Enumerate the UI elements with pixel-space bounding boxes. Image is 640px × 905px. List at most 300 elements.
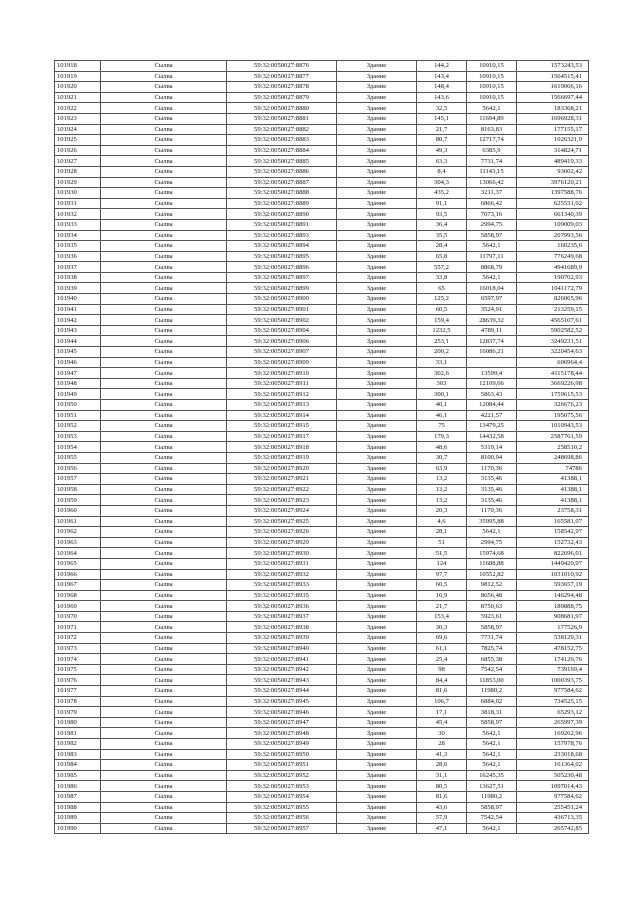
area-cell: 75	[417, 421, 467, 432]
cadastral-value-cell: 190702,93	[517, 272, 589, 283]
cadastral-value-cell: 74786	[517, 463, 589, 474]
table-row	[55, 569, 589, 580]
cadastral-number-cell: 59:32:0050027:8893	[227, 230, 337, 241]
cadastral-value-cell: 152732,43	[517, 537, 589, 548]
cadastral-number-cell: 59:32:0050027:8911	[227, 378, 337, 389]
cadastral-value-cell: 826065,96	[517, 294, 589, 305]
cadastral-value-cell: 1566697,44	[517, 92, 589, 103]
table-row	[55, 71, 589, 82]
locality-cell: Сылва	[101, 601, 227, 612]
area-cell: 98	[417, 664, 467, 675]
area-cell: 45,4	[417, 717, 467, 728]
specific-value-cell: 3818,31	[467, 707, 517, 718]
specific-value-cell: 13479,25	[467, 421, 517, 432]
table-row	[55, 484, 589, 495]
object-type-cell: Здание	[337, 675, 417, 686]
cadastral-value-cell: 93602,42	[517, 166, 589, 177]
table-row	[55, 400, 589, 411]
cadastral-number-cell: 59:32:0050027:8897	[227, 272, 337, 283]
cadastral-number-cell: 59:32:0050027:8930	[227, 548, 337, 559]
object-type-cell: Здание	[337, 516, 417, 527]
area-cell: 159,4	[417, 315, 467, 326]
locality-cell: Сылва	[101, 124, 227, 135]
object-type-cell: Здание	[337, 82, 417, 93]
cadastral-number-cell: 59:32:0050027:8883	[227, 135, 337, 146]
cadastral-number-cell: 59:32:0050027:8922	[227, 484, 337, 495]
locality-cell: Сылва	[101, 633, 227, 644]
locality-cell: Сылва	[101, 791, 227, 802]
table-row	[55, 304, 589, 315]
object-type-cell: Здание	[337, 400, 417, 411]
row-number-cell: 101924	[55, 124, 101, 135]
area-cell: 43,6	[417, 802, 467, 813]
cadastral-number-cell: 59:32:0050027:8943	[227, 675, 337, 686]
locality-cell: Сылва	[101, 219, 227, 230]
specific-value-cell: 5642,1	[467, 823, 517, 834]
area-cell: 51,5	[417, 548, 467, 559]
cadastral-value-cell: 189888,75	[517, 601, 589, 612]
row-number-cell: 101929	[55, 177, 101, 188]
locality-cell: Сылва	[101, 113, 227, 124]
object-type-cell: Здание	[337, 791, 417, 802]
specific-value-cell: 8656,48	[467, 590, 517, 601]
specific-value-cell: 13599,4	[467, 368, 517, 379]
locality-cell: Сылва	[101, 82, 227, 93]
area-cell: 125,2	[417, 294, 467, 305]
table-row	[55, 548, 589, 559]
table-row	[55, 463, 589, 474]
cadastral-number-cell: 59:32:0050027:8880	[227, 103, 337, 114]
object-type-cell: Здание	[337, 601, 417, 612]
row-number-cell: 101989	[55, 813, 101, 824]
locality-cell: Сылва	[101, 431, 227, 442]
cadastral-value-cell: 177526,9	[517, 622, 589, 633]
cadastral-value-cell: 3249231,51	[517, 336, 589, 347]
cadastral-number-cell: 59:32:0050027:8917	[227, 431, 337, 442]
cadastral-value-cell: 265997,39	[517, 717, 589, 728]
locality-cell: Сылва	[101, 569, 227, 580]
locality-cell: Сылва	[101, 389, 227, 400]
locality-cell: Сылва	[101, 103, 227, 114]
area-cell: 35,5	[417, 230, 467, 241]
specific-value-cell: 13066,42	[467, 177, 517, 188]
table-row	[55, 707, 589, 718]
specific-value-cell: 3524,91	[467, 304, 517, 315]
area-cell: 69,6	[417, 633, 467, 644]
cadastral-value-cell: 41388,1	[517, 484, 589, 495]
row-number-cell: 101974	[55, 654, 101, 665]
area-cell: 33,8	[417, 272, 467, 283]
object-type-cell: Здание	[337, 760, 417, 771]
row-number-cell: 101965	[55, 558, 101, 569]
specific-value-cell: 5858,97	[467, 622, 517, 633]
object-type-cell: Здание	[337, 622, 417, 633]
area-cell: 300,1	[417, 389, 467, 400]
area-cell: 57,9	[417, 813, 467, 824]
document-page	[54, 60, 588, 834]
row-number-cell: 101937	[55, 262, 101, 273]
area-cell: 28,6	[417, 760, 467, 771]
locality-cell: Сылва	[101, 823, 227, 834]
cadastral-number-cell: 59:32:0050027:8935	[227, 590, 337, 601]
specific-value-cell: 7542,54	[467, 813, 517, 824]
cadastral-value-cell: 606964,4	[517, 357, 589, 368]
locality-cell: Сылва	[101, 188, 227, 199]
row-number-cell: 101977	[55, 686, 101, 697]
table-row	[55, 474, 589, 485]
row-number-cell: 101990	[55, 823, 101, 834]
row-number-cell: 101953	[55, 431, 101, 442]
specific-value-cell: 8750,63	[467, 601, 517, 612]
row-number-cell: 101956	[55, 463, 101, 474]
specific-value-cell: 11688,88	[467, 558, 517, 569]
table-row	[55, 378, 589, 389]
cadastral-value-cell: 734525,15	[517, 696, 589, 707]
area-cell: 65	[417, 283, 467, 294]
table-body	[55, 61, 589, 834]
specific-value-cell: 3135,46	[467, 484, 517, 495]
cadastral-number-cell: 59:32:0050027:8920	[227, 463, 337, 474]
cadastral-value-cell: 1573243,53	[517, 61, 589, 72]
locality-cell: Сылва	[101, 421, 227, 432]
cadastral-value-cell: 505230,48	[517, 770, 589, 781]
object-type-cell: Здание	[337, 272, 417, 283]
row-number-cell: 101962	[55, 527, 101, 538]
cadastral-number-cell: 59:32:0050027:8894	[227, 241, 337, 252]
cadastral-number-cell: 59:32:0050027:8947	[227, 717, 337, 728]
cadastral-value-cell: 661340,39	[517, 209, 589, 220]
table-row	[55, 421, 589, 432]
specific-value-cell: 14432,58	[467, 431, 517, 442]
area-cell: 435,2	[417, 188, 467, 199]
table-row	[55, 696, 589, 707]
locality-cell: Сылва	[101, 664, 227, 675]
area-cell: 16,9	[417, 590, 467, 601]
object-type-cell: Здание	[337, 336, 417, 347]
table-row	[55, 686, 589, 697]
specific-value-cell: 16086,21	[467, 347, 517, 358]
row-number-cell: 101967	[55, 580, 101, 591]
row-number-cell: 101932	[55, 209, 101, 220]
cadastral-number-cell: 59:32:0050027:8925	[227, 516, 337, 527]
specific-value-cell: 3211,37	[467, 188, 517, 199]
row-number-cell: 101966	[55, 569, 101, 580]
area-cell: 28,4	[417, 241, 467, 252]
cadastral-number-cell: 59:32:0050027:8951	[227, 760, 337, 771]
table-row	[55, 823, 589, 834]
table-row	[55, 336, 589, 347]
locality-cell: Сылва	[101, 548, 227, 559]
cadastral-number-cell: 59:32:0050027:8915	[227, 421, 337, 432]
row-number-cell: 101926	[55, 145, 101, 156]
locality-cell: Сылва	[101, 198, 227, 209]
table-row	[55, 802, 589, 813]
table-row	[55, 442, 589, 453]
area-cell: 28	[417, 739, 467, 750]
cadastral-number-cell: 59:32:0050027:8886	[227, 166, 337, 177]
row-number-cell: 101942	[55, 315, 101, 326]
locality-cell: Сылва	[101, 378, 227, 389]
table-row	[55, 495, 589, 506]
table-row	[55, 664, 589, 675]
locality-cell: Сылва	[101, 516, 227, 527]
row-number-cell: 101964	[55, 548, 101, 559]
area-cell: 84,4	[417, 675, 467, 686]
row-number-cell: 101972	[55, 633, 101, 644]
row-number-cell: 101949	[55, 389, 101, 400]
specific-value-cell: 11980,2	[467, 791, 517, 802]
area-cell: 63,3	[417, 156, 467, 167]
row-number-cell: 101971	[55, 622, 101, 633]
area-cell: 48,6	[417, 442, 467, 453]
cadastral-value-cell: 1041172,79	[517, 283, 589, 294]
area-cell: 13,2	[417, 474, 467, 485]
cadastral-number-cell: 59:32:0050027:8940	[227, 643, 337, 654]
object-type-cell: Здание	[337, 495, 417, 506]
locality-cell: Сылва	[101, 241, 227, 252]
table-row	[55, 601, 589, 612]
locality-cell: Сылва	[101, 696, 227, 707]
cadastral-number-cell: 59:32:0050027:8956	[227, 813, 337, 824]
area-cell: 36,4	[417, 219, 467, 230]
object-type-cell: Здание	[337, 145, 417, 156]
cadastral-number-cell: 59:32:0050027:8923	[227, 495, 337, 506]
table-row	[55, 654, 589, 665]
area-cell: 30,3	[417, 622, 467, 633]
object-type-cell: Здание	[337, 484, 417, 495]
object-type-cell: Здание	[337, 198, 417, 209]
specific-value-cell: 8163,83	[467, 124, 517, 135]
row-number-cell: 101961	[55, 516, 101, 527]
object-type-cell: Здание	[337, 823, 417, 834]
area-cell: 148,4	[417, 82, 467, 93]
area-cell: 25,4	[417, 654, 467, 665]
specific-value-cell: 5642,1	[467, 241, 517, 252]
area-cell: 303	[417, 378, 467, 389]
cadastral-value-cell: 1397588,76	[517, 188, 589, 199]
specific-value-cell: 12717,74	[467, 135, 517, 146]
cadastral-number-cell: 59:32:0050027:8926	[227, 527, 337, 538]
cadastral-value-cell: 255451,24	[517, 802, 589, 813]
cadastral-number-cell: 59:32:0050027:8879	[227, 92, 337, 103]
object-type-cell: Здание	[337, 452, 417, 463]
cadastral-number-cell: 59:32:0050027:8889	[227, 198, 337, 209]
locality-cell: Сылва	[101, 495, 227, 506]
table-row	[55, 124, 589, 135]
area-cell: 32,5	[417, 103, 467, 114]
table-row	[55, 505, 589, 516]
cadastral-number-cell: 59:32:0050027:8921	[227, 474, 337, 485]
specific-value-cell: 7073,16	[467, 209, 517, 220]
specific-value-cell: 7731,74	[467, 156, 517, 167]
area-cell: 145,1	[417, 113, 467, 124]
area-cell: 81,6	[417, 686, 467, 697]
locality-cell: Сылва	[101, 400, 227, 411]
locality-cell: Сылва	[101, 654, 227, 665]
locality-cell: Сылва	[101, 527, 227, 538]
locality-cell: Сылва	[101, 145, 227, 156]
cadastral-number-cell: 59:32:0050027:8952	[227, 770, 337, 781]
table-row	[55, 675, 589, 686]
cadastral-value-cell: 1097014,43	[517, 781, 589, 792]
cadastral-number-cell: 59:32:0050027:8933	[227, 580, 337, 591]
cadastral-value-cell: 4941689,9	[517, 262, 589, 273]
specific-value-cell: 7731,74	[467, 633, 517, 644]
object-type-cell: Здание	[337, 113, 417, 124]
table-row	[55, 156, 589, 167]
area-cell: 17,1	[417, 707, 467, 718]
row-number-cell: 101935	[55, 241, 101, 252]
cadastral-number-cell: 59:32:0050027:8891	[227, 219, 337, 230]
row-number-cell: 101980	[55, 717, 101, 728]
cadastral-value-cell: 1759615,53	[517, 389, 589, 400]
locality-cell: Сылва	[101, 484, 227, 495]
area-cell: 13,2	[417, 495, 467, 506]
cadastral-number-cell: 59:32:0050027:8884	[227, 145, 337, 156]
cadastral-value-cell: 174126,76	[517, 654, 589, 665]
table-row	[55, 92, 589, 103]
locality-cell: Сылва	[101, 739, 227, 750]
specific-value-cell: 5858,97	[467, 230, 517, 241]
locality-cell: Сылва	[101, 463, 227, 474]
specific-value-cell: 5642,1	[467, 760, 517, 771]
row-number-cell: 101982	[55, 739, 101, 750]
object-type-cell: Здание	[337, 304, 417, 315]
object-type-cell: Здание	[337, 315, 417, 326]
cadastral-number-cell: 59:32:0050027:8912	[227, 389, 337, 400]
locality-cell: Сылва	[101, 611, 227, 622]
cadastral-number-cell: 59:32:0050027:8881	[227, 113, 337, 124]
cadastral-value-cell: 41388,1	[517, 474, 589, 485]
table-row	[55, 813, 589, 824]
locality-cell: Сылва	[101, 156, 227, 167]
cadastral-value-cell: 265742,85	[517, 823, 589, 834]
locality-cell: Сылва	[101, 177, 227, 188]
locality-cell: Сылва	[101, 71, 227, 82]
cadastral-number-cell: 59:32:0050027:8929	[227, 537, 337, 548]
area-cell: 4,6	[417, 516, 467, 527]
cadastral-value-cell: 4115178,44	[517, 368, 589, 379]
locality-cell: Сылва	[101, 707, 227, 718]
locality-cell: Сылва	[101, 580, 227, 591]
cadastral-value-cell: 1619066,16	[517, 82, 589, 93]
object-type-cell: Здание	[337, 124, 417, 135]
object-type-cell: Здание	[337, 368, 417, 379]
object-type-cell: Здание	[337, 92, 417, 103]
row-number-cell: 101922	[55, 103, 101, 114]
locality-cell: Сылва	[101, 272, 227, 283]
area-cell: 30,7	[417, 452, 467, 463]
specific-value-cell: 5863,43	[467, 389, 517, 400]
table-row	[55, 389, 589, 400]
area-cell: 65,8	[417, 251, 467, 262]
area-cell: 21,7	[417, 124, 467, 135]
cadastral-value-cell: 161364,02	[517, 760, 589, 771]
table-row	[55, 357, 589, 368]
cadastral-value-cell: 436713,35	[517, 813, 589, 824]
row-number-cell: 101928	[55, 166, 101, 177]
cadastral-value-cell: 5902582,52	[517, 325, 589, 336]
object-type-cell: Здание	[337, 378, 417, 389]
row-number-cell: 101986	[55, 781, 101, 792]
table-row	[55, 791, 589, 802]
table-row	[55, 527, 589, 538]
specific-value-cell: 5642,1	[467, 739, 517, 750]
object-type-cell: Здание	[337, 474, 417, 485]
cadastral-number-cell: 59:32:0050027:8906	[227, 336, 337, 347]
table-row	[55, 516, 589, 527]
object-type-cell: Здание	[337, 262, 417, 273]
locality-cell: Сылва	[101, 474, 227, 485]
object-type-cell: Здание	[337, 389, 417, 400]
specific-value-cell: 6884,02	[467, 696, 517, 707]
locality-cell: Сылва	[101, 675, 227, 686]
table-row	[55, 622, 589, 633]
row-number-cell: 101988	[55, 802, 101, 813]
cadastral-value-cell: 258510,2	[517, 442, 589, 453]
area-cell: 41,3	[417, 749, 467, 760]
table-row	[55, 166, 589, 177]
object-type-cell: Здание	[337, 421, 417, 432]
area-cell: 13,2	[417, 484, 467, 495]
object-type-cell: Здание	[337, 347, 417, 358]
locality-cell: Сылва	[101, 230, 227, 241]
cadastral-number-cell: 59:32:0050027:8900	[227, 294, 337, 305]
locality-cell: Сылва	[101, 622, 227, 633]
cadastral-value-cell: 977584,62	[517, 791, 589, 802]
specific-value-cell: 12837,74	[467, 336, 517, 347]
table-row	[55, 230, 589, 241]
table-row	[55, 251, 589, 262]
row-number-cell: 101978	[55, 696, 101, 707]
cadastral-value-cell: 3220454,63	[517, 347, 589, 358]
table-row	[55, 219, 589, 230]
cadastral-number-cell: 59:32:0050027:8899	[227, 283, 337, 294]
cadastral-number-cell: 59:32:0050027:8877	[227, 71, 337, 82]
locality-cell: Сылва	[101, 315, 227, 326]
specific-value-cell: 6597,97	[467, 294, 517, 305]
cadastral-number-cell: 59:32:0050027:8945	[227, 696, 337, 707]
object-type-cell: Здание	[337, 61, 417, 72]
row-number-cell: 101957	[55, 474, 101, 485]
row-number-cell: 101976	[55, 675, 101, 686]
cadastral-number-cell: 59:32:0050027:8890	[227, 209, 337, 220]
cadastral-number-cell: 59:32:0050027:8931	[227, 558, 337, 569]
object-type-cell: Здание	[337, 241, 417, 252]
cadastral-number-cell: 59:32:0050027:8895	[227, 251, 337, 262]
object-type-cell: Здание	[337, 813, 417, 824]
area-cell: 124	[417, 558, 467, 569]
object-type-cell: Здание	[337, 188, 417, 199]
table-row	[55, 580, 589, 591]
object-type-cell: Здание	[337, 643, 417, 654]
table-row	[55, 558, 589, 569]
cadastral-value-cell: 739169,4	[517, 664, 589, 675]
object-type-cell: Здание	[337, 749, 417, 760]
specific-value-cell: 5923,61	[467, 611, 517, 622]
specific-value-cell: 12109,66	[467, 378, 517, 389]
row-number-cell: 101931	[55, 198, 101, 209]
object-type-cell: Здание	[337, 71, 417, 82]
specific-value-cell: 11797,11	[467, 251, 517, 262]
table-row	[55, 643, 589, 654]
table-row	[55, 188, 589, 199]
row-number-cell: 101920	[55, 82, 101, 93]
table-row	[55, 103, 589, 114]
row-number-cell: 101934	[55, 230, 101, 241]
cadastral-number-cell: 59:32:0050027:8948	[227, 728, 337, 739]
row-number-cell: 101927	[55, 156, 101, 167]
